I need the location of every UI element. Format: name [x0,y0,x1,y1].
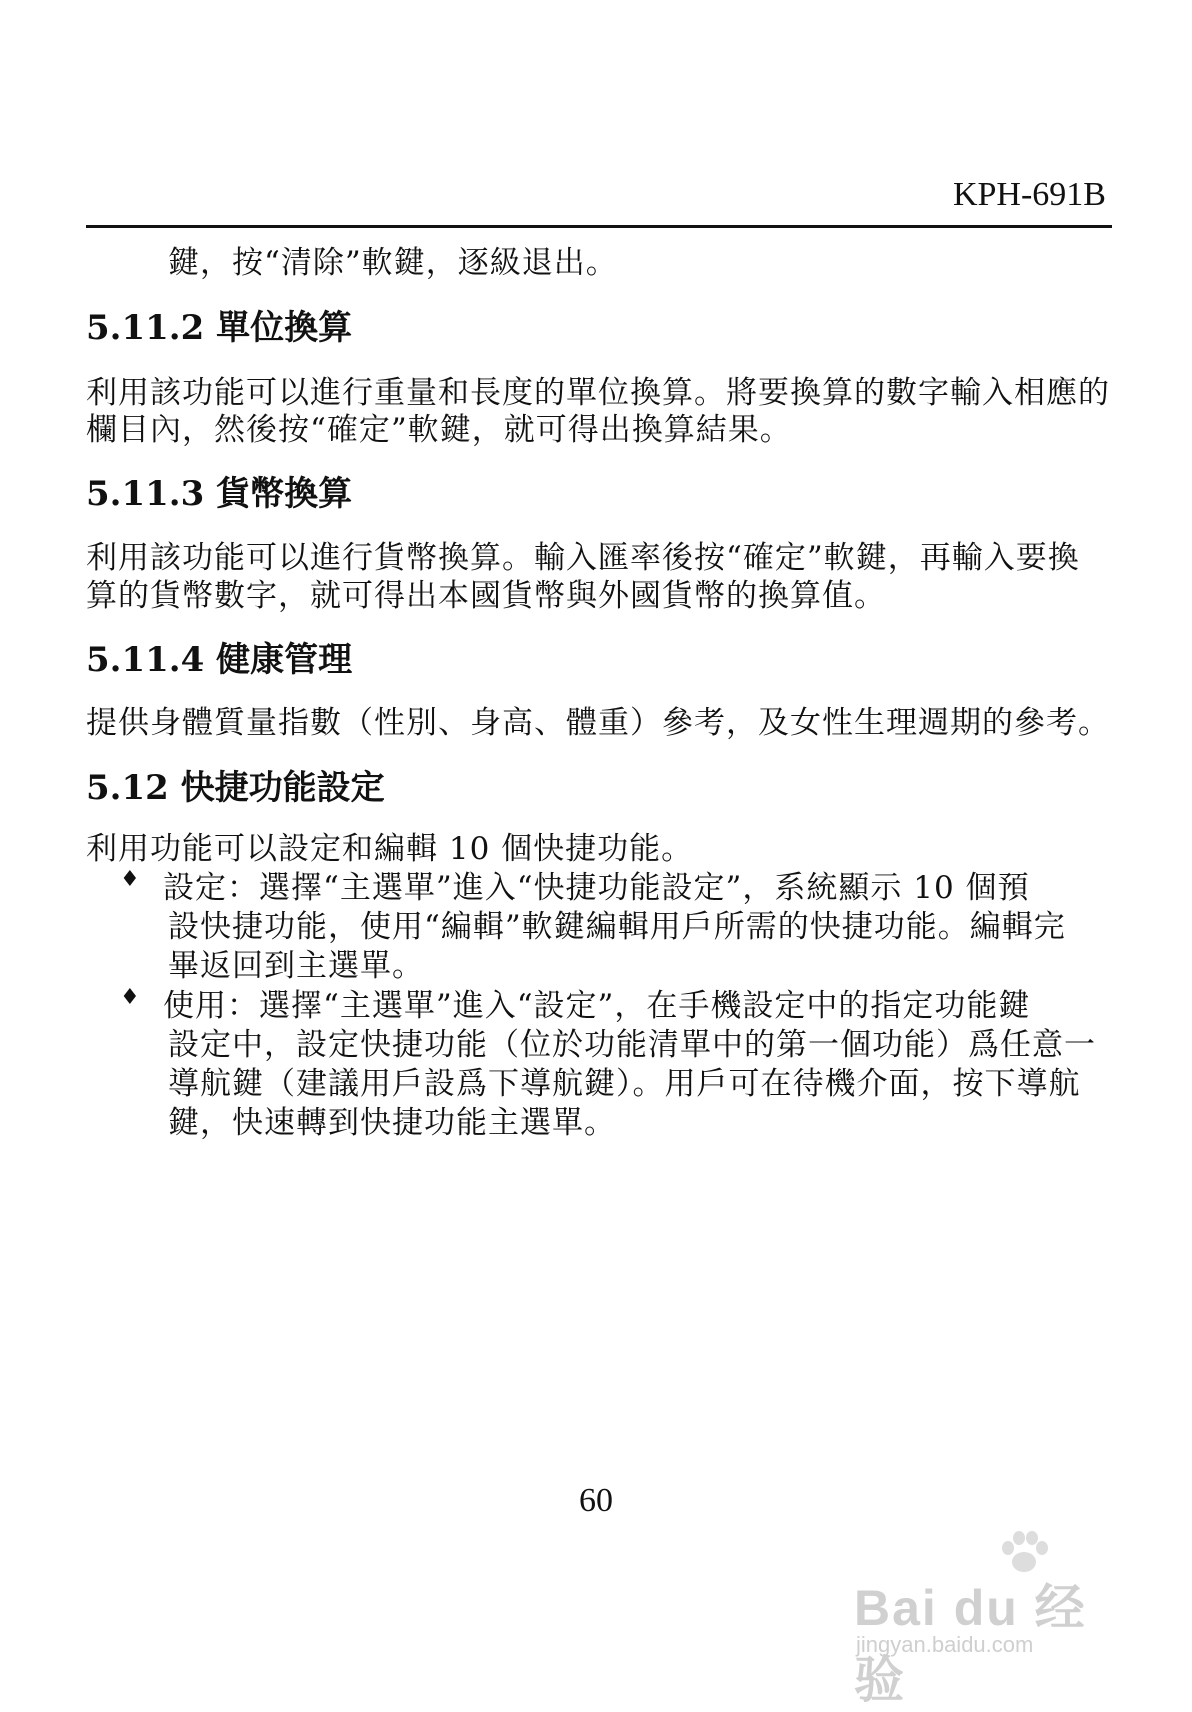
para-4: 利用功能可以設定和編輯 10 個快捷功能。 [86,831,694,867]
heading-5-12: 5.12 快捷功能設定 [86,768,385,808]
watermark-url: jingyan.baidu.com [856,1632,1034,1657]
bullet-1-line-2: 設快捷功能，使用“編輯”軟鍵編輯用戶所需的快捷功能。編輯完 [168,909,1066,945]
heading-5-11-3: 5.11.3 貨幣換算 [86,474,353,514]
para-1-line-1: 利用該功能可以進行重量和長度的單位換算。將要換算的數字輸入相應的 [86,375,1110,411]
heading-5-11-4: 5.11.4 健康管理 [86,640,353,680]
para-2-line-1: 利用該功能可以進行貨幣換算。輸入匯率後按“確定”軟鍵，再輸入要換 [86,540,1080,576]
bullet-2-line-3: 導航鍵（建議用戶設爲下導航鍵）。用戶可在待機介面，按下導航 [168,1066,1081,1102]
heading-5-11-2: 5.11.2 單位換算 [86,308,353,348]
para-2-line-2: 算的貨幣數字，就可得出本國貨幣與外國貨幣的換算值。 [86,578,886,614]
bullet-2-line-2: 設定中，設定快捷功能（位於功能清單中的第一個功能）爲任意一 [168,1027,1096,1063]
bullet-1-line-1: 設定：選擇“主選單”進入“快捷功能設定”，系統顯示 10 個預 [163,870,1030,906]
bullet-1-line-3: 畢返回到主選單。 [168,948,424,984]
bullet-2-line-4: 鍵，快速轉到快捷功能主選單。 [168,1105,616,1141]
watermark-brand: Bai du 经验 [854,1580,1087,1708]
page-number: 60 [579,1482,613,1519]
bullet-diamond-icon: ♦ [120,985,140,1010]
continued-text: 鍵，按“清除”軟鍵，逐級退出。 [168,245,618,281]
model-number: KPH-691B [952,176,1106,213]
watermark [844,1528,1134,1708]
header-rule [86,225,1112,228]
bullet-diamond-icon: ♦ [120,867,140,892]
bullet-2-line-1: 使用：選擇“主選單”進入“設定”，在手機設定中的指定功能鍵 [163,988,1031,1024]
para-1-line-2: 欄目內，然後按“確定”軟鍵，就可得出換算結果。 [86,412,792,448]
para-3: 提供身體質量指數（性別、身高、體重）參考，及女性生理週期的參考。 [86,705,1110,741]
